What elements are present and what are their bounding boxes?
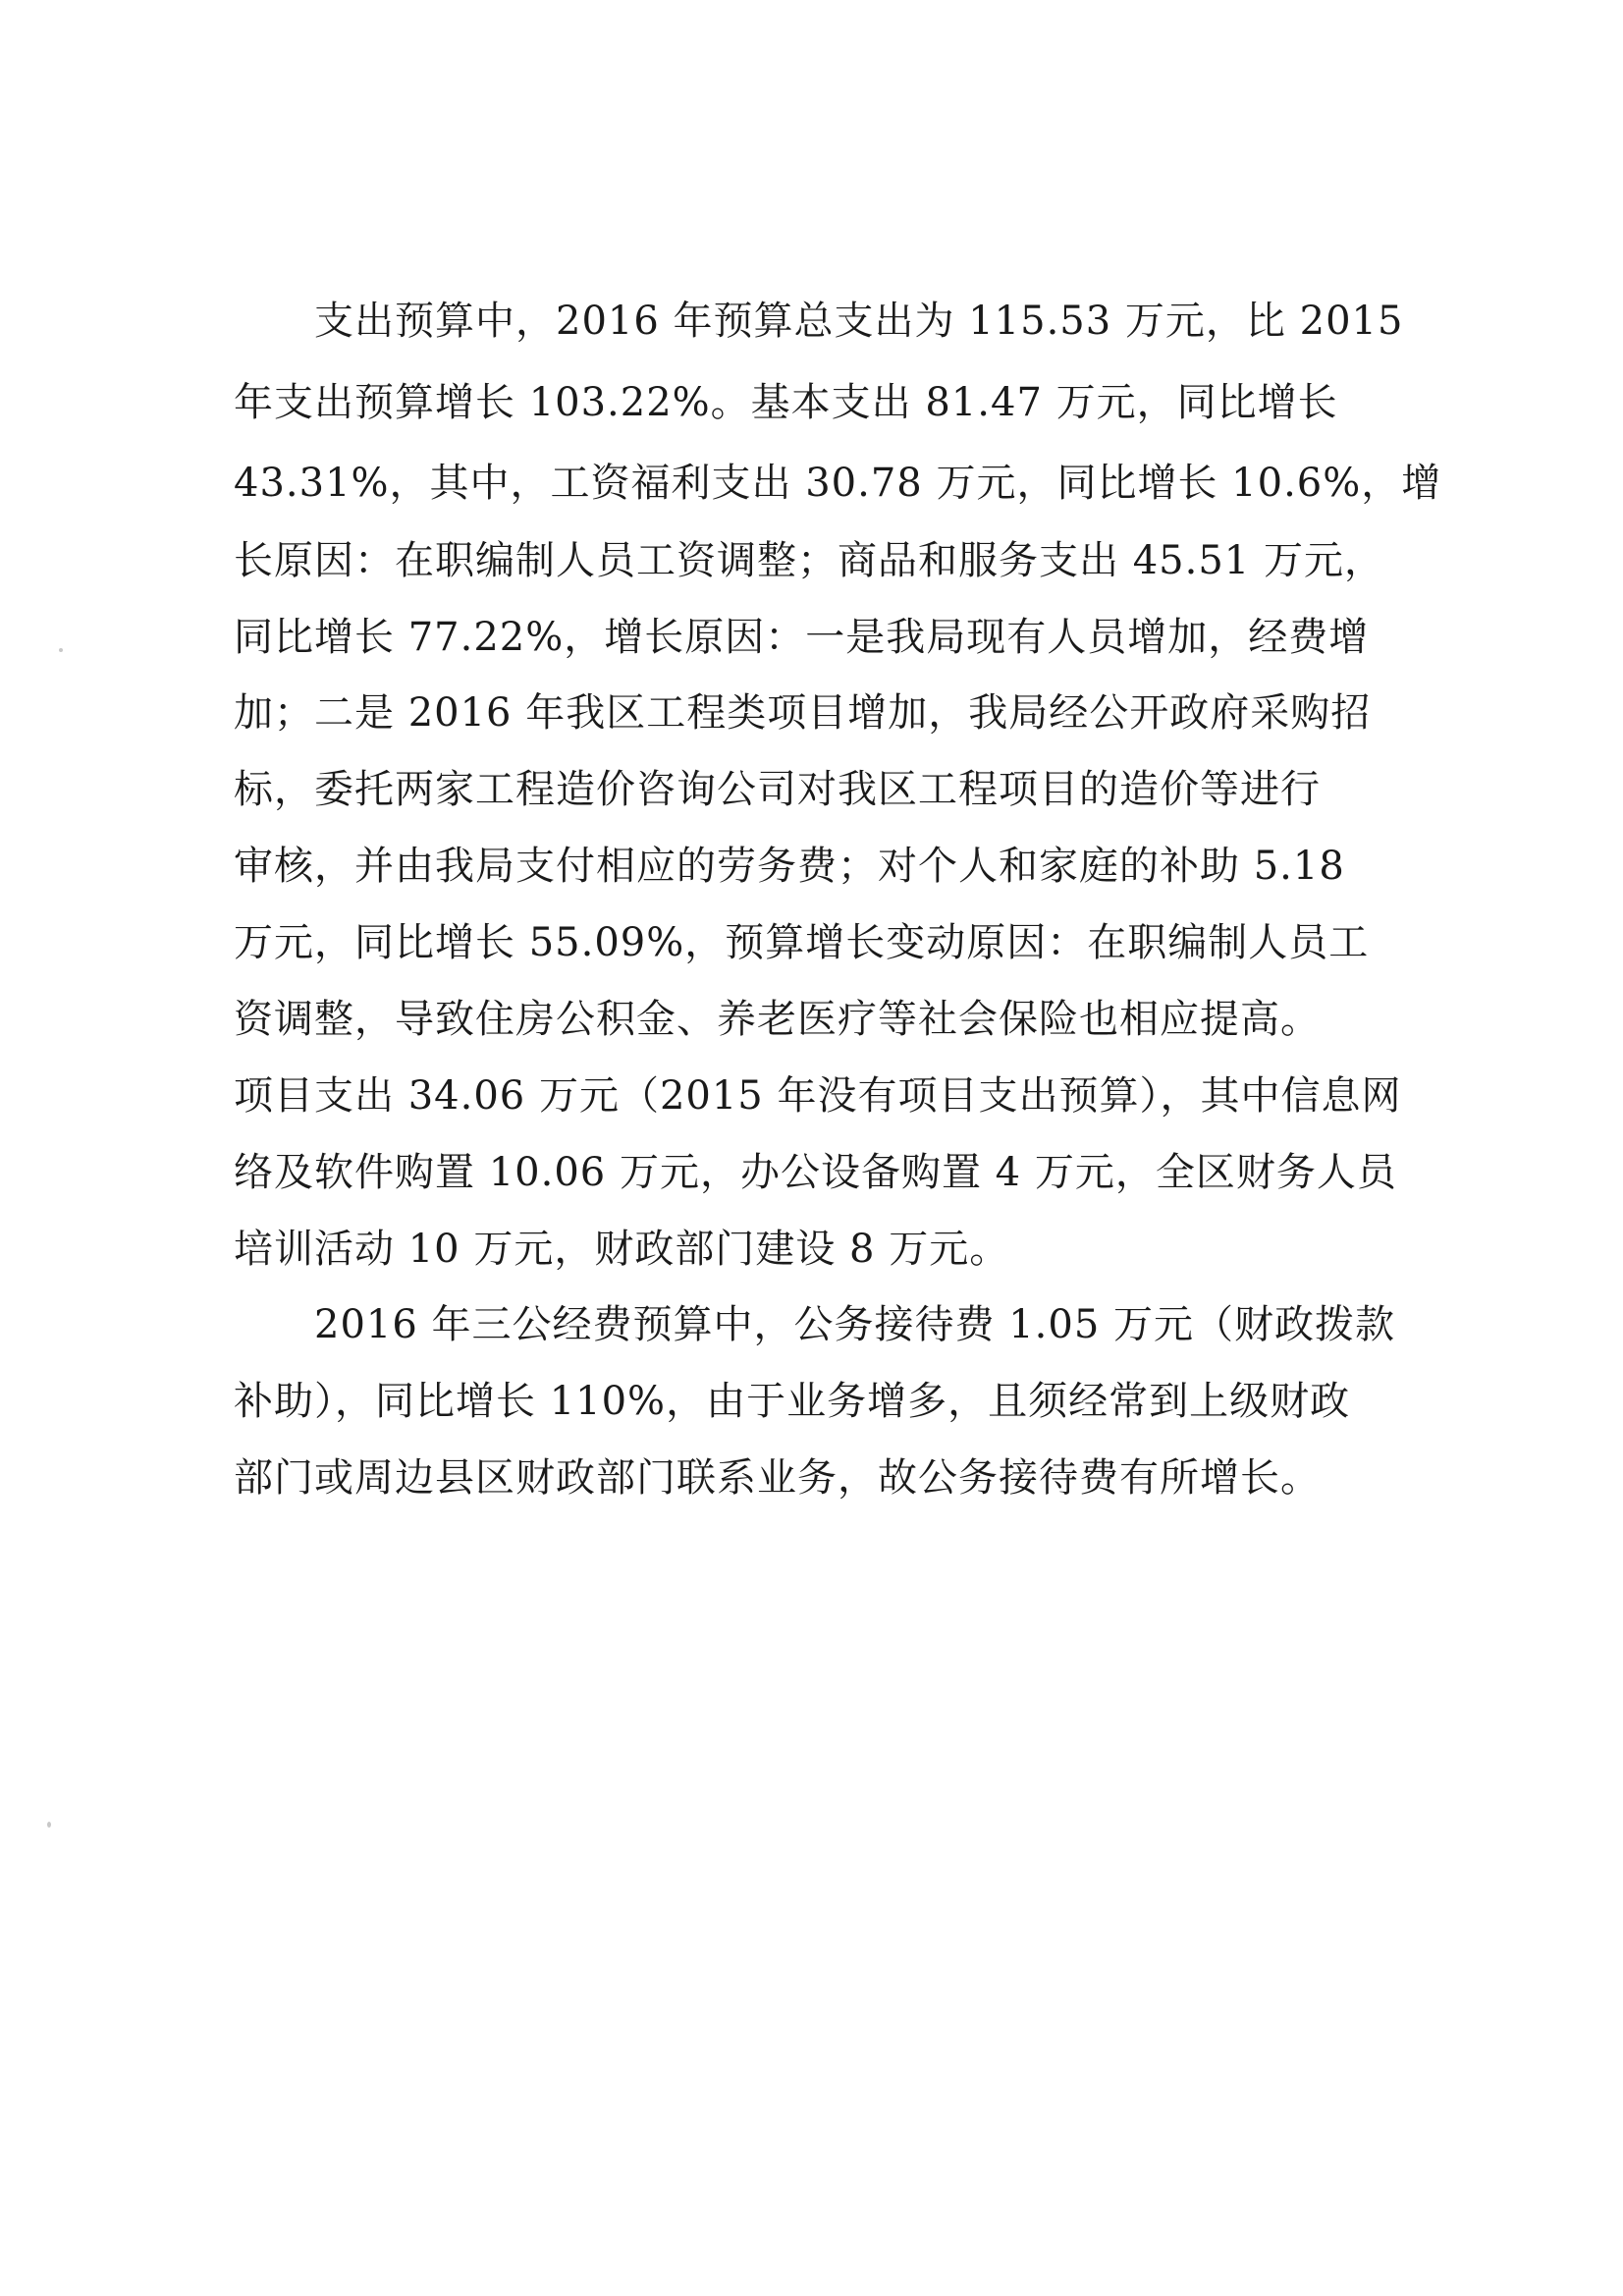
paragraph-1-line-9: 万元，同比增长 55.09%，预算增长变动原因：在职编制人员工 bbox=[234, 920, 1370, 965]
paragraph-1-line-13: 培训活动 10 万元，财政部门建设 8 万元。 bbox=[234, 1227, 1010, 1272]
paragraph-1-line-2: 年支出预算增长 103.22%。基本支出 81.47 万元，同比增长 bbox=[234, 380, 1338, 425]
paragraph-1-line-11: 项目支出 34.06 万元（2015 年没有项目支出预算），其中信息网 bbox=[234, 1073, 1402, 1119]
paragraph-1-line-5: 同比增长 77.22%，增长原因：一是我局现有人员增加，经费增 bbox=[234, 615, 1370, 660]
paragraph-1-line-3: 43.31%，其中，工资福利支出 30.78 万元，同比增长 10.6%，增 bbox=[234, 461, 1442, 506]
paragraph-2-line-1: 2016 年三公经费预算中，公务接待费 1.05 万元（财政拨款 bbox=[314, 1302, 1396, 1347]
paragraph-2-line-3: 部门或周边县区财政部门联系业务，故公务接待费有所增长。 bbox=[234, 1455, 1321, 1501]
paragraph-1-line-4: 长原因：在职编制人员工资调整；商品和服务支出 45.51 万元， bbox=[234, 538, 1384, 583]
paragraph-1-line-7: 标，委托两家工程造价咨询公司对我区工程项目的造价等进行 bbox=[234, 767, 1321, 812]
paragraph-1-line-1: 支出预算中，2016 年预算总支出为 115.53 万元，比 2015 bbox=[314, 299, 1404, 344]
scan-speck bbox=[47, 1822, 51, 1828]
paragraph-1-line-10: 资调整，导致住房公积金、养老医疗等社会保险也相应提高。 bbox=[234, 997, 1321, 1042]
paragraph-1-line-8: 审核，并由我局支付相应的劳务费；对个人和家庭的补助 5.18 bbox=[234, 844, 1345, 889]
paragraph-1-line-6: 加；二是 2016 年我区工程类项目增加，我局经公开政府采购招 bbox=[234, 690, 1372, 736]
scan-speck bbox=[59, 648, 63, 652]
paragraph-1-line-12: 络及软件购置 10.06 万元，办公设备购置 4 万元，全区财务人员 bbox=[234, 1150, 1397, 1195]
paragraph-2-line-2: 补助），同比增长 110%，由于业务增多，且须经常到上级财政 bbox=[234, 1379, 1351, 1424]
